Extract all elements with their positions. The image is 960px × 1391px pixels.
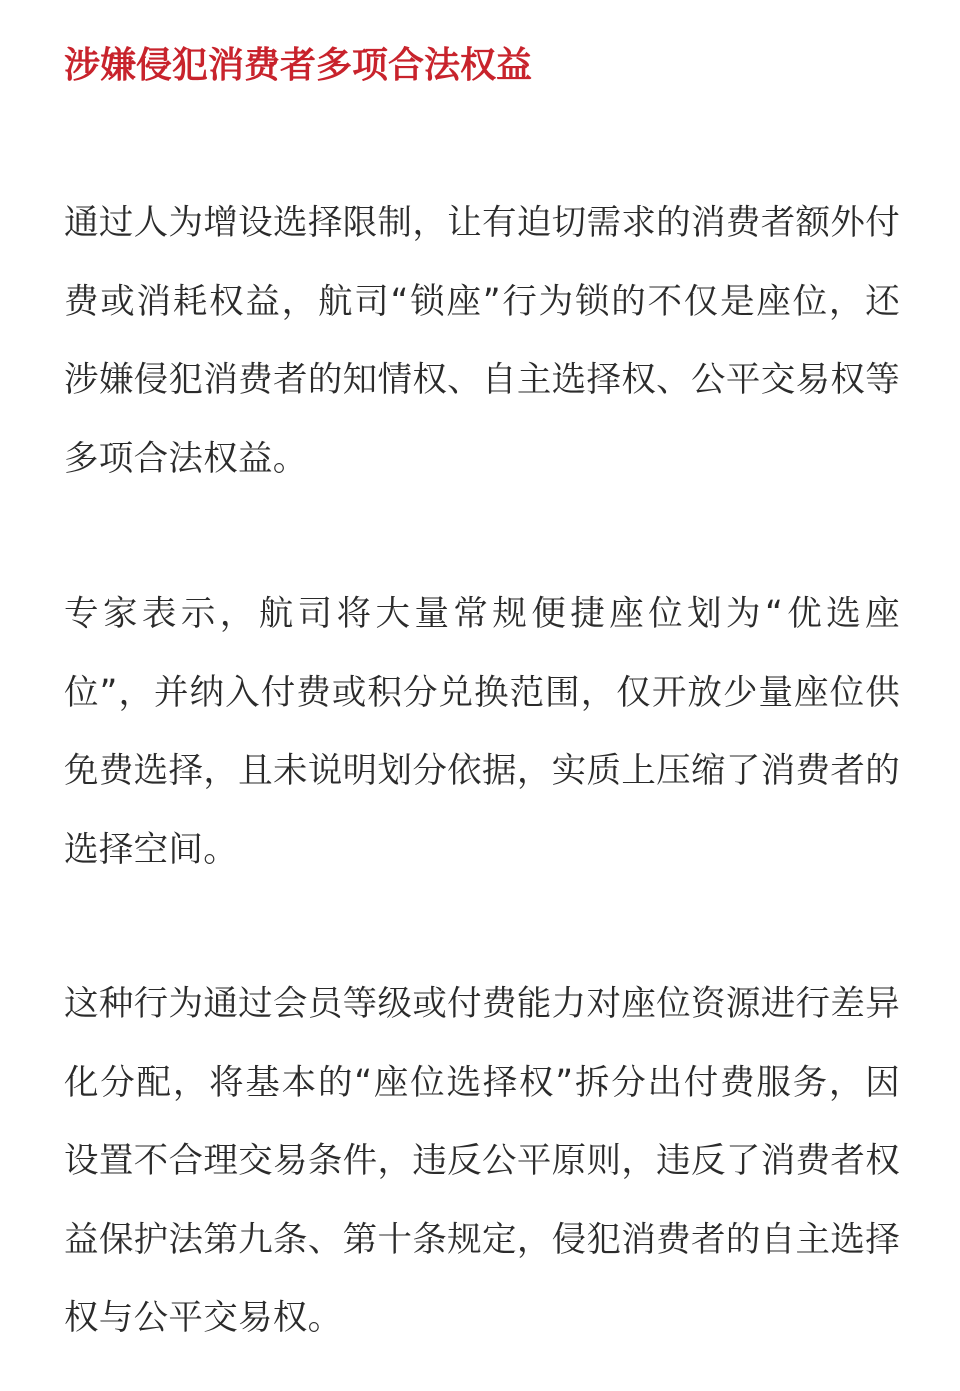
- section-heading: 涉嫌侵犯消费者多项合法权益: [64, 45, 533, 86]
- paragraph-3: 这种行为通过会员等级或付费能力对座位资源进行差异化分配，将基本的“座位选择权”拆分出付费服务，因设置不合理交易条件，违反公平原则，违反了消费者权益保护法第九条、第十条规定，侵犯消费者的自主选择权与公平交易权。: [64, 984, 900, 1338]
- paragraph-2: 专家表示，航司将大量常规便捷座位划为“优选座位”，并纳入付费或积分兑换范围，仅开放少量座位供免费选择，且未说明划分依据，实质上压缩了消费者的选择空间。: [64, 594, 900, 870]
- paragraph-1: 通过人为增设选择限制，让有迫切需求的消费者额外付费或消耗权益，航司“锁座”行为锁的不仅是座位，还涉嫌侵犯消费者的知情权、自主选择权、公平交易权等多项合法权益。: [64, 203, 900, 479]
